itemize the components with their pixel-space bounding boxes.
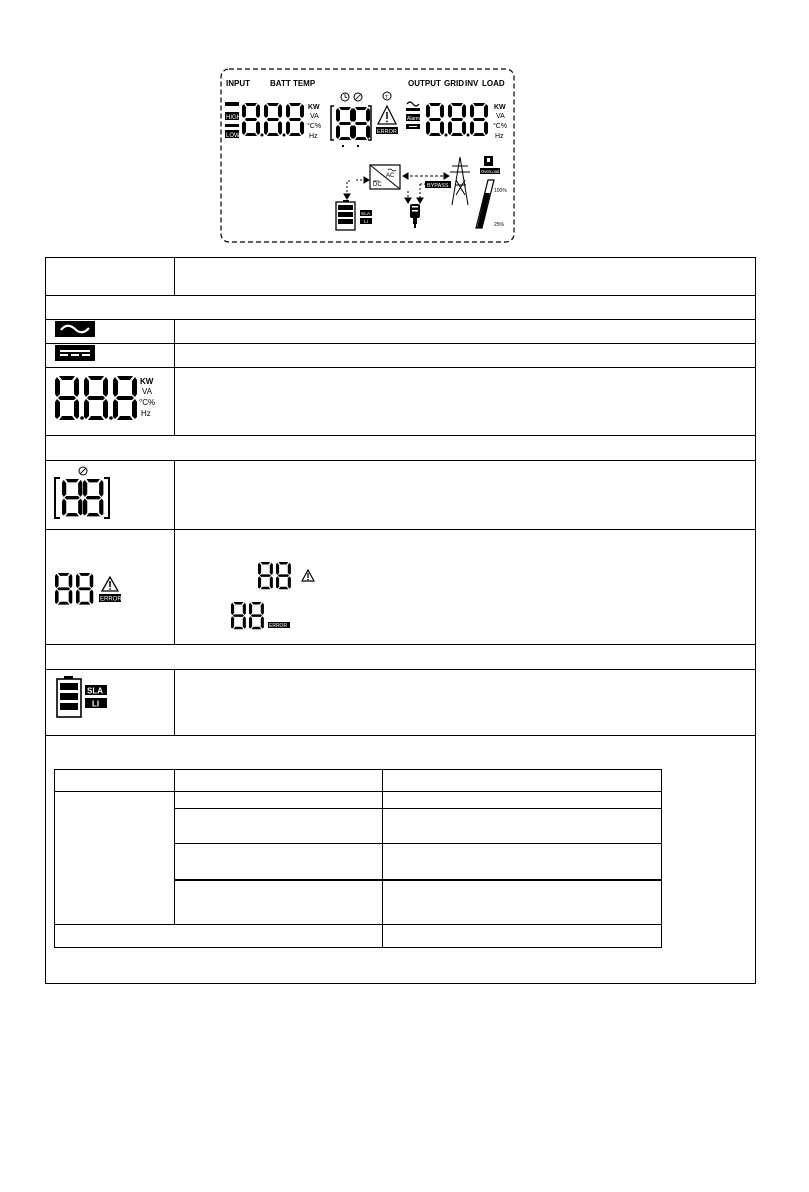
lcd-panel [0, 0, 809, 260]
lcd-warning-icon [376, 106, 398, 135]
icon-c-unit: °C% [139, 398, 156, 407]
lcd-out-hz-unit: Hz [495, 133, 504, 140]
inline-error-label: ERROR [269, 623, 288, 629]
lcd-grid-tower-icon [450, 157, 470, 205]
svg-text:T: T [385, 95, 389, 101]
lcd-input-indicators [225, 102, 241, 139]
lcd-out-kw-unit: KW [494, 104, 506, 111]
inline-error-icon [231, 602, 293, 630]
icon-hz-unit: Hz [141, 409, 151, 418]
icon-li-label: LI [92, 699, 100, 709]
lcd-load-level-bars [476, 180, 507, 228]
dc-bars-icon [55, 345, 95, 361]
warning-icon [55, 573, 145, 607]
lcd-out-va-unit: VA [496, 113, 505, 120]
icon-kw-unit: KW [140, 377, 154, 386]
bracket-digits-icon [52, 465, 112, 523]
lcd-grid-label: GRID [444, 79, 464, 88]
lcd-input-digits [242, 103, 304, 137]
lcd-input-label: INPUT [226, 79, 250, 88]
lcd-25-label: 25% [494, 222, 505, 228]
lcd-li-label: LI [364, 220, 369, 225]
icon-sla-label: SLA [87, 686, 103, 696]
lcd-output-units [493, 104, 507, 140]
lcd-overload-indicator [480, 156, 500, 174]
lcd-inverter-box [370, 165, 400, 189]
inline-warning-icon [258, 562, 318, 590]
lcd-error-label: ERROR [377, 129, 397, 135]
lcd-input-units [307, 104, 321, 140]
lcd-out-c-unit: °C% [493, 123, 508, 130]
lcd-hz-unit: Hz [309, 133, 318, 140]
ac-wave-icon [55, 321, 95, 337]
lcd-inv-label: INV [465, 79, 479, 88]
lcd-dc-label: DC [373, 182, 382, 188]
lcd-100-label: 100% [494, 188, 507, 194]
lcd-low-label: LOW [226, 133, 240, 139]
lcd-overload-label: OverLoad [481, 169, 500, 174]
lcd-batt-temp-label: BATT TEMP [270, 79, 316, 88]
lcd-c-unit: °C% [307, 123, 322, 130]
lcd-load-label: LOAD [482, 79, 505, 88]
lcd-high-label: HIGH [226, 115, 241, 121]
lcd-center-digits [331, 92, 391, 147]
icon-va-unit: VA [142, 387, 153, 396]
lcd-battery-icon [336, 200, 372, 230]
icon-error-label: ERROR [100, 596, 122, 603]
lcd-ac-label: AC [386, 173, 395, 179]
inner-table [54, 769, 662, 948]
battery-icon [55, 676, 115, 718]
lcd-bypass-label: BYPASS [427, 183, 449, 189]
lcd-load-bulb-icon [410, 204, 420, 228]
lcd-output-digits [426, 103, 488, 137]
lcd-va-unit: VA [310, 113, 319, 120]
seven-segment-icon [52, 372, 162, 427]
lcd-output-label: OUTPUT [408, 79, 441, 88]
lcd-kw-unit: KW [308, 104, 320, 111]
lcd-alarm-label: Alarm [407, 116, 421, 122]
lcd-sla-label: SLA [361, 212, 371, 217]
lcd-output-indicators [406, 102, 420, 129]
